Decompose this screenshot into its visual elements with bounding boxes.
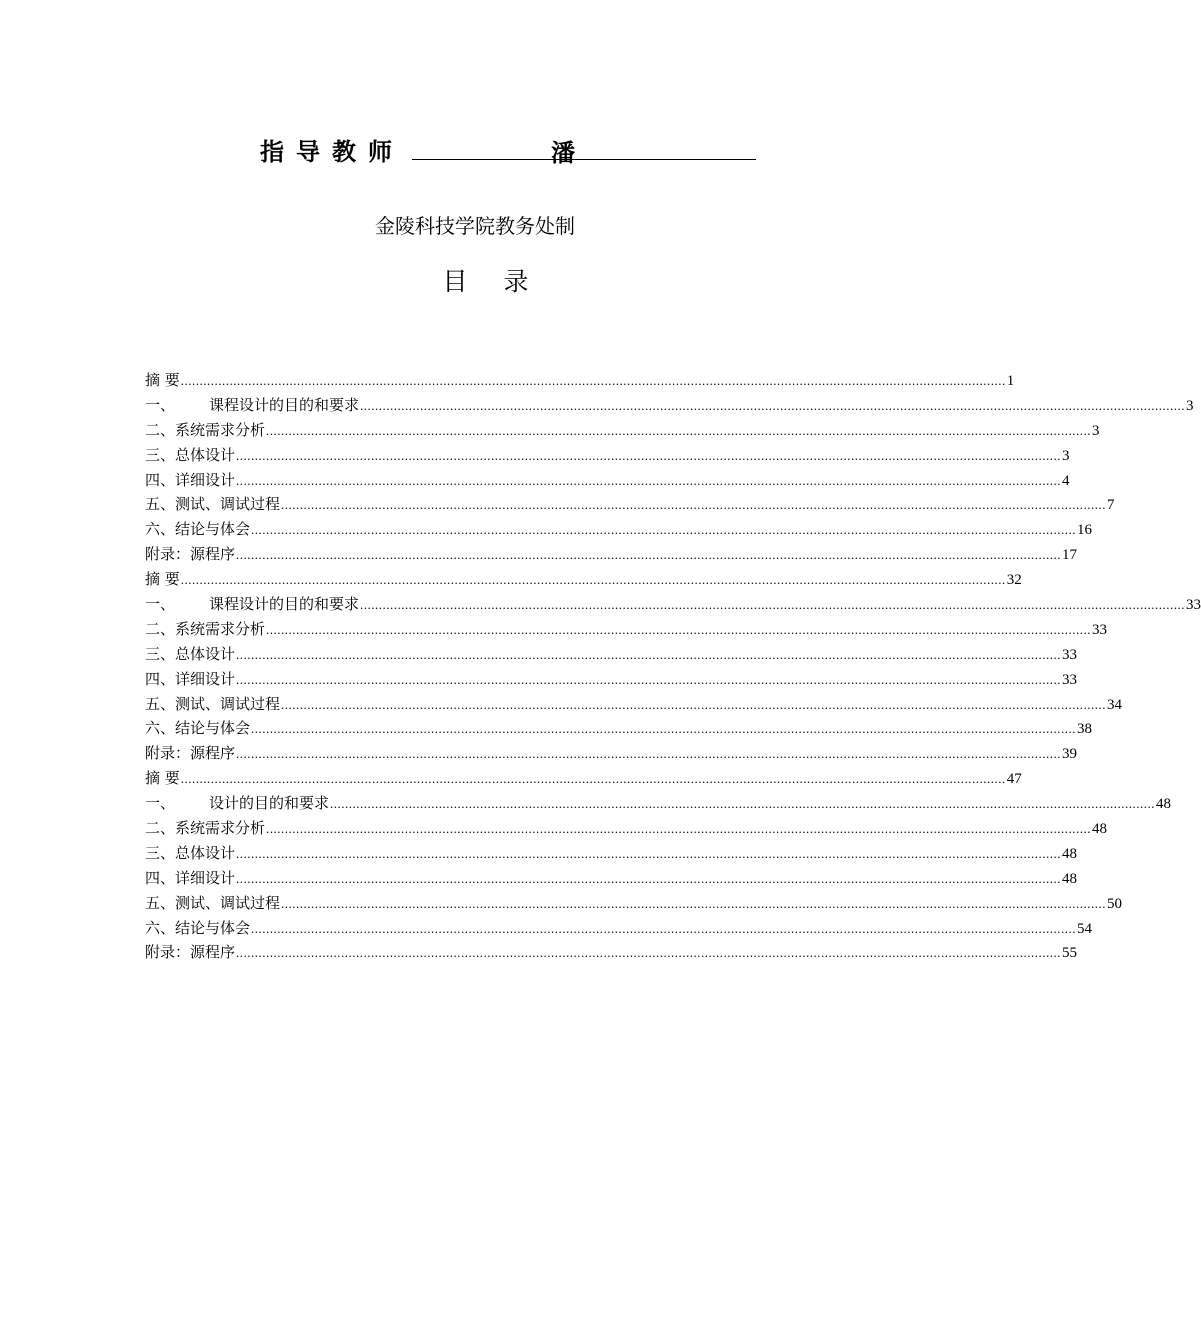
toc-entry-page: 7 — [1107, 497, 1115, 514]
toc-entry-label — [145, 368, 180, 393]
toc-entry-label — [145, 841, 235, 866]
toc-dot-leader: ............................................................................................................................................................................................................................ — [236, 845, 1062, 861]
toc-entry-label — [145, 716, 250, 741]
toc-entry[interactable] — [145, 916, 1093, 941]
toc-entry-label-text: 四、详细设计 — [145, 669, 236, 688]
toc-entry-label — [145, 916, 250, 941]
toc-entry[interactable] — [145, 492, 1115, 517]
toc-entry-label-text: 一、 — [145, 794, 176, 813]
toc-entry-page: 34 — [1107, 696, 1123, 713]
toc-entry-label — [145, 492, 280, 517]
toc-entry-label — [145, 866, 235, 891]
advisor-line — [260, 130, 760, 166]
toc-dot-leader: ............................................................................................................................................................................................................................ — [251, 721, 1077, 737]
toc-entry-page: 3 — [1092, 422, 1100, 439]
toc-entry-label-text: 五、测试、调试过程 — [145, 893, 281, 912]
toc-entry[interactable] — [145, 741, 1078, 766]
toc-dot-leader: ............................................................................................................................................................................................................................ — [330, 796, 1156, 812]
toc-dot-leader: ............................................................................................................................................................................................................................ — [266, 422, 1092, 438]
toc-entry-label-text: 摘 要 — [145, 570, 180, 589]
toc-entry-label — [145, 517, 250, 542]
toc-entry-page: 33 — [1062, 671, 1078, 688]
toc-entry-page: 3 — [1062, 447, 1070, 464]
toc-dot-leader: ............................................................................................................................................................................................................................ — [180, 373, 1006, 388]
toc-entry-page: 3 — [1186, 397, 1194, 414]
toc-dot-leader: ............................................................................................................................................................................................................................ — [236, 746, 1062, 762]
toc-entry-label-text: 三、总体设计 — [145, 445, 236, 464]
toc-entry[interactable] — [145, 866, 1078, 891]
toc-entry[interactable] — [145, 841, 1078, 866]
toc-entry-label-text: 五、测试、调试过程 — [145, 495, 281, 514]
toc-entry-label-text: 附录：源程序 — [145, 943, 236, 962]
toc-entry-page: 17 — [1062, 547, 1078, 564]
toc-dot-leader: ............................................................................................................................................................................................................................ — [281, 696, 1107, 712]
toc-entry-label-text: 五、测试、调试过程 — [145, 694, 281, 713]
toc-entry-label — [145, 393, 359, 418]
toc-entry-page: 39 — [1062, 746, 1078, 763]
toc-entry-label-text: 二、系统需求分析 — [145, 619, 266, 638]
toc-entry-label-text: 六、结论与体会 — [145, 918, 251, 937]
toc-entry-label-text: 三、总体设计 — [145, 843, 236, 862]
advisor-name: 潘 — [551, 139, 575, 167]
toc-entry[interactable] — [145, 692, 1123, 717]
toc-entry-label-suffix: 课程设计的目的和要求 — [209, 395, 360, 414]
toc-entry[interactable] — [145, 368, 1015, 393]
toc-entry-label — [145, 791, 329, 816]
toc-entry[interactable] — [145, 791, 1172, 816]
toc-entry-label-text: 二、系统需求分析 — [145, 819, 266, 838]
toc-entry-label-text: 四、详细设计 — [145, 868, 236, 887]
toc-entry-label-text: 一、 — [145, 395, 176, 414]
toc-entry-label-text: 六、结论与体会 — [145, 719, 251, 738]
toc-entry[interactable] — [145, 567, 1022, 592]
advisor-underline — [412, 159, 756, 160]
toc-entry-label-text: 三、总体设计 — [145, 644, 236, 663]
toc-entry[interactable] — [145, 617, 1108, 642]
toc-entry-page: 48 — [1092, 821, 1108, 838]
toc-entry-page: 4 — [1062, 472, 1070, 489]
toc-entry-page: 50 — [1107, 895, 1123, 912]
toc-entry-page: 38 — [1077, 721, 1093, 738]
toc-dot-leader: ............................................................................................................................................................................................................................ — [236, 447, 1062, 463]
toc-entry-label-text: 二、系统需求分析 — [145, 420, 266, 439]
toc-entry-label — [145, 592, 359, 617]
toc-entry[interactable] — [145, 592, 1201, 617]
toc-entry-label — [145, 443, 235, 468]
toc-title: 目 录 — [442, 267, 543, 296]
toc-entry-label — [145, 617, 265, 642]
toc-dot-leader: ............................................................................................................................................................................................................................ — [236, 547, 1062, 563]
toc-entry-label — [145, 766, 180, 791]
toc-entry-page: 33 — [1186, 597, 1201, 614]
toc-entry-label — [145, 667, 235, 692]
toc-entry[interactable] — [145, 642, 1078, 667]
toc-entry-page: 33 — [1062, 646, 1078, 663]
toc-entry-label — [145, 891, 280, 916]
toc-entry-label — [145, 741, 235, 766]
toc-entry-label-text: 一、 — [145, 595, 176, 614]
toc-entry[interactable] — [145, 517, 1093, 542]
toc-dot-leader: ............................................................................................................................................................................................................................ — [281, 895, 1107, 911]
toc-entry[interactable] — [145, 816, 1108, 841]
toc-entry[interactable] — [145, 891, 1123, 916]
advisor-label: 指导教师 — [260, 138, 404, 166]
toc-dot-leader: ............................................................................................................................................................................................................................ — [251, 920, 1077, 936]
toc-entry-page: 47 — [1006, 771, 1022, 788]
toc-entry-label — [145, 418, 265, 443]
toc-entry-label — [145, 816, 265, 841]
toc-entry[interactable] — [145, 443, 1070, 468]
toc-dot-leader: ............................................................................................................................................................................................................................ — [266, 821, 1092, 837]
toc-dot-leader: ............................................................................................................................................................................................................................ — [236, 945, 1062, 961]
toc-entry-label — [145, 567, 180, 592]
toc-entry-page: 48 — [1062, 845, 1078, 862]
toc-entry[interactable] — [145, 716, 1093, 741]
table-of-contents — [145, 368, 1201, 965]
toc-dot-leader: ............................................................................................................................................................................................................................ — [236, 472, 1062, 488]
toc-entry[interactable] — [145, 542, 1078, 567]
toc-entry-page: 16 — [1077, 522, 1093, 539]
toc-dot-leader: ............................................................................................................................................................................................................................ — [236, 870, 1062, 886]
toc-entry-page: 1 — [1006, 373, 1015, 389]
toc-entry-label — [145, 642, 235, 667]
toc-entry[interactable] — [145, 418, 1100, 443]
toc-entry-label-suffix: 课程设计的目的和要求 — [209, 595, 360, 614]
toc-entry[interactable] — [145, 393, 1194, 418]
toc-entry[interactable] — [145, 667, 1078, 692]
toc-entry-label — [145, 940, 235, 965]
issuer-text: 金陵科技学院教务处制 — [375, 214, 575, 238]
toc-dot-leader: ............................................................................................................................................................................................................................ — [180, 771, 1006, 787]
toc-entry-page: 48 — [1062, 870, 1078, 887]
toc-dot-leader: ............................................................................................................................................................................................................................ — [281, 497, 1107, 513]
toc-entry-page: 54 — [1077, 920, 1093, 937]
toc-dot-leader: ............................................................................................................................................................................................................................ — [360, 397, 1186, 413]
toc-entry-label-text: 摘 要 — [145, 769, 180, 788]
toc-entry-page: 55 — [1062, 945, 1078, 962]
toc-dot-leader: ............................................................................................................................................................................................................................ — [180, 572, 1006, 588]
toc-dot-leader: ............................................................................................................................................................................................................................ — [236, 646, 1062, 662]
toc-dot-leader: ............................................................................................................................................................................................................................ — [360, 597, 1186, 613]
toc-entry[interactable] — [145, 766, 1022, 791]
toc-entry-label-text: 四、详细设计 — [145, 470, 236, 489]
toc-dot-leader: ............................................................................................................................................................................................................................ — [266, 621, 1092, 637]
toc-entry-label-text: 摘 要 — [145, 371, 180, 389]
toc-entry-label-text: 六、结论与体会 — [145, 520, 251, 539]
toc-entry[interactable] — [145, 468, 1070, 493]
toc-entry-page: 33 — [1092, 621, 1108, 638]
toc-entry-page: 32 — [1006, 572, 1022, 589]
toc-dot-leader: ............................................................................................................................................................................................................................ — [236, 671, 1062, 687]
toc-entry-page: 48 — [1156, 796, 1172, 813]
toc-entry-label-suffix: 设计的目的和要求 — [209, 794, 330, 813]
toc-entry-label-text: 附录：源程序 — [145, 744, 236, 763]
toc-entry-label-text: 附录：源程序 — [145, 545, 236, 564]
toc-entry-label — [145, 468, 235, 493]
toc-entry[interactable] — [145, 940, 1078, 965]
toc-entry-label — [145, 542, 235, 567]
toc-entry-label — [145, 692, 280, 717]
toc-dot-leader: ............................................................................................................................................................................................................................ — [251, 522, 1077, 538]
